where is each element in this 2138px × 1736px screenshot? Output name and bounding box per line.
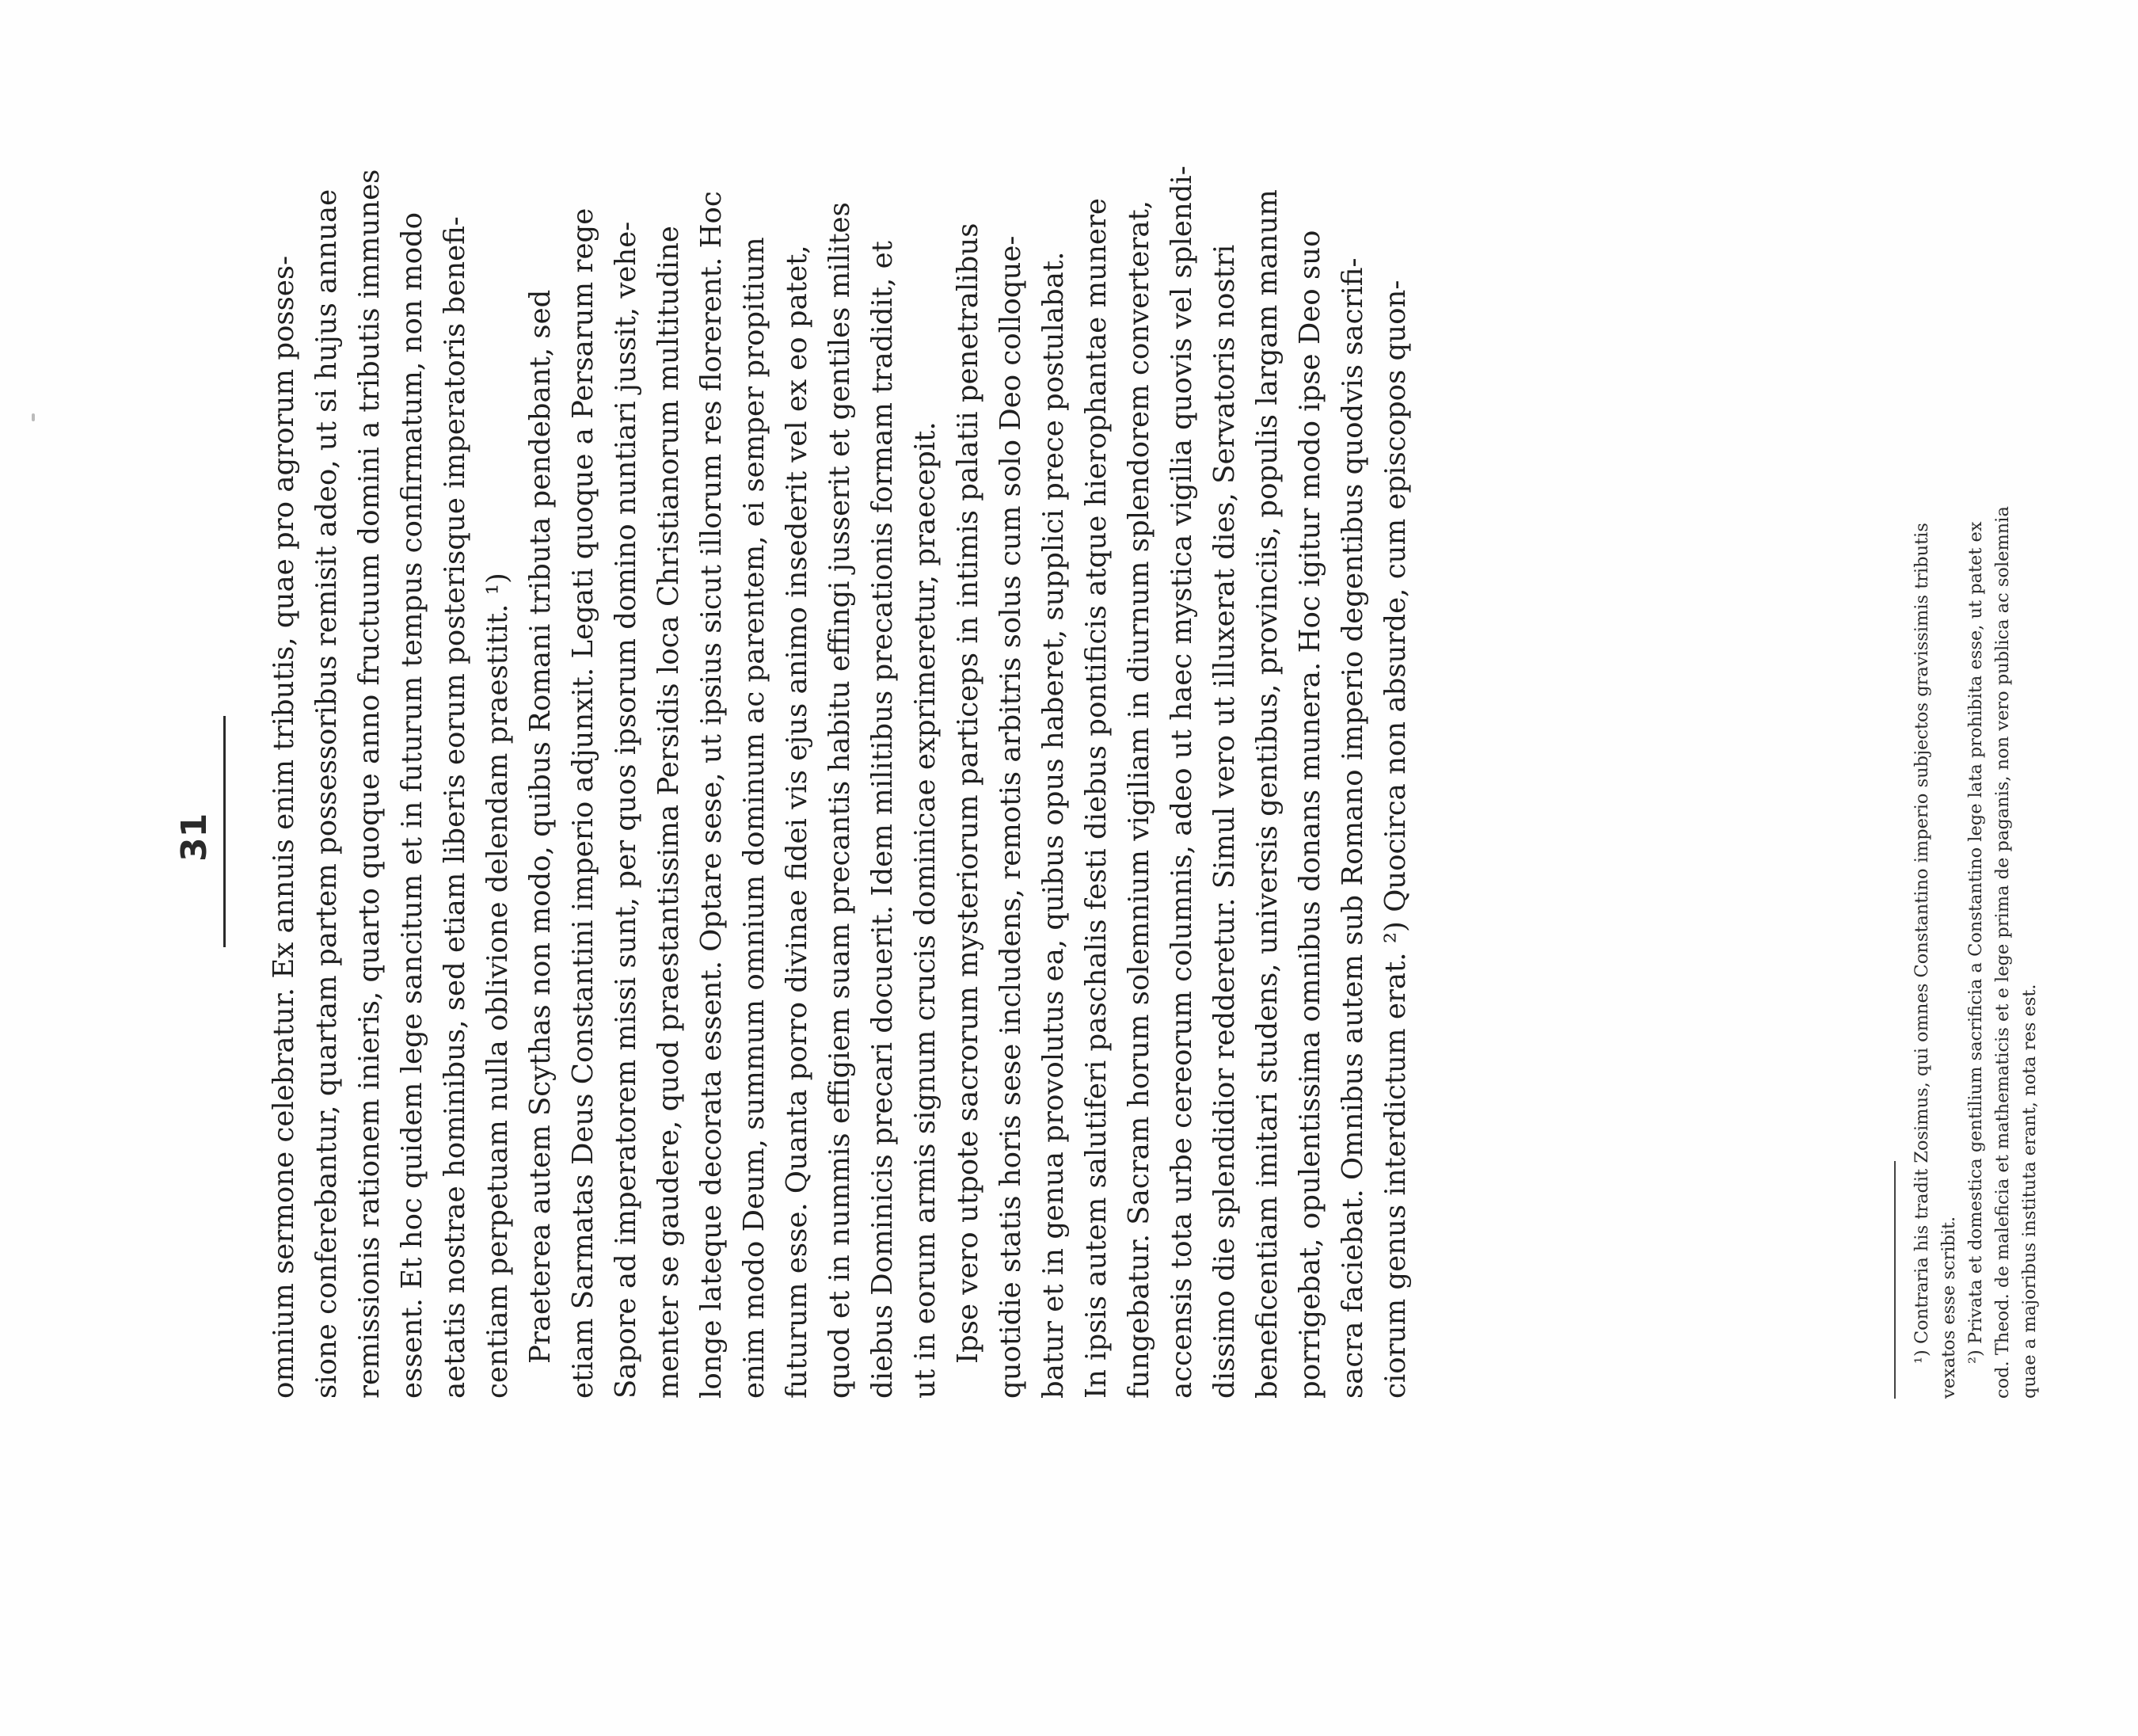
footnote-line: vexatos esse scribit. [1938, 1216, 1959, 1399]
text-line: accensis tota urbe cereorum columnis, adeo ut haec mystica vigilia quovis vel splendi- [1166, 166, 1198, 1399]
text-line: quod et in nummis effigiem suam precantis habitu effingi jusserit et gentiles milites [824, 202, 856, 1399]
paragraph-start-line: Praeterea autem Scythas non modo, quibus Romani tributa pendebant, sed [524, 289, 557, 1364]
text-line: menter se gaudere, quod praestantissima Persidis loca Christianorum multitudine [652, 226, 685, 1399]
text-line: Sapore ad imperatorem missi sunt, per quos ipsorum domino nuntiari jussit, vehe- [610, 221, 642, 1399]
footnote-line: ²) Privata et domestica gentilium sacrificia a Constantino lege lata prohibita esse, ut patet ex [1965, 521, 1986, 1364]
text-line: essent. Et hoc quidem lege sancitum et in futurum tempus confirmatum, non modo [396, 211, 428, 1399]
text-line: remissionis rationem inieris, quarto quoque anno fructuum domini a tributis immunes [353, 169, 386, 1399]
footnote-line: ¹) Contraria his tradit Zosimus, qui omnes Constantino imperio subjectos gravissimis tributis [1912, 523, 1932, 1364]
text-line: porrigebat, opulentissima omnibus donans munera. Hoc igitur modo ipse Deo suo [1294, 230, 1326, 1399]
footnotes [1908, 44, 2043, 1399]
text-line: futurum esse. Quanta porro divinae fidei vis ejus animo insederit vel ex eo patet, [781, 245, 813, 1399]
text-line: ciorum genus interdictum erat. ²) Quocirca non absurde, cum episcopos quon- [1379, 280, 1412, 1399]
text-line: aetatis nostrae hominibus, sed etiam liberis eorum posterisque imperatoris benefi- [439, 216, 471, 1399]
text-line: omnium sermone celebratur. Ex annuis enim tributis, quae pro agrorum posses- [268, 255, 300, 1399]
page-number: 31 [174, 813, 215, 862]
paragraph-start-line: Ipse vero utpote sacrorum mysteriorum particeps in intimis palatii penetralibus [952, 223, 984, 1364]
text-line: sione conferebantur, quartam partem possessoribus remisit adeo, ut si hujus annuae [310, 188, 343, 1399]
text-line: ut in eorum armis signum crucis dominicae exprimeretur, praecepit. [909, 421, 942, 1399]
footnote-line: cod. Theod. de maleficia et mathematicis et e lege prima de paganis, non vero publica ac solemnia [1992, 506, 2013, 1399]
text-line: diebus Dominicis precari docuerit. Idem militibus precationis formam tradidit, et [866, 241, 899, 1399]
body-text [263, 44, 1417, 1399]
text-line: enim modo Deum, summum omnium dominum ac parentem, ei semper propitium [738, 237, 770, 1399]
footnote-separator [1894, 1161, 1896, 1399]
scan-speck [32, 413, 35, 421]
text-line: beneficentiam imitari studens, universis gentibus, provinciis, populis largam manum [1251, 189, 1284, 1399]
text-line: longe lateque decorata essent. Optare sese, ut ipsius sicut illorum res florerent. Hoc [695, 191, 728, 1399]
text-line: etiam Sarmatas Deus Constantini imperio adjunxit. Legati quoque a Persarum rege [567, 207, 599, 1399]
text-line: quotidie statis horis sese includens, remotis arbitris solus cum solo Deo colloque- [995, 235, 1027, 1399]
text-line: dissimo die splendidior redderetur. Simul vero ut illuxerat dies, Servatoris nostri [1208, 244, 1241, 1399]
text-line: batur et in genua provolutus ea, quibus opus haberet, supplici prece postulabat. [1037, 251, 1070, 1399]
text-line: sacra faciebat. Omnibus autem sub Romano imperio degentibus quodvis sacrifi- [1337, 257, 1369, 1399]
text-line: In ipsis autem salutiferi paschalis festi diebus pontificis atque hierophantae munere [1080, 198, 1113, 1399]
text-line: fungebatur. Sacram horum solemnium vigiliam in diurnum splendorem converterat, [1123, 200, 1155, 1399]
footnote-line: quae a majoribus instituta erant, nota res est. [2019, 984, 2040, 1399]
text-line: centiam perpetuam nulla oblivione delendam praestitit. ¹) [481, 573, 514, 1399]
header-rule [223, 716, 226, 947]
